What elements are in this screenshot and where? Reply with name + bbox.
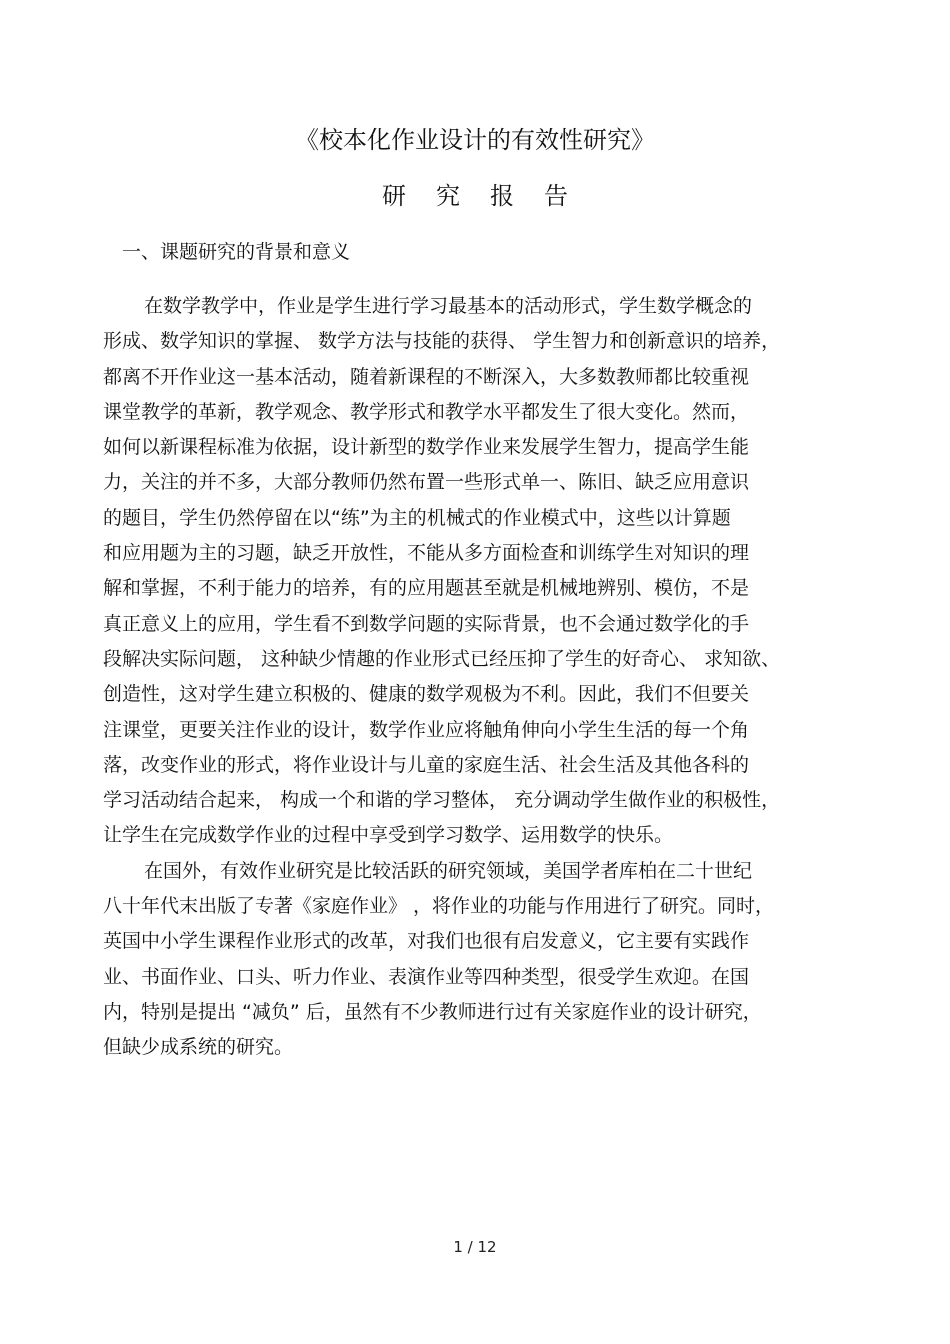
body-line: 让学生在完成数学作业的过程中享受到学习数学、运用数学的快乐。 [103,824,674,847]
body-line: 落，改变作业的形式，将作业设计与儿童的家庭生活、社会生活及其他各科的 [103,753,750,776]
body-line: 段解决实际问题， 这种缺少情趣的作业形式已经压抑了学生的好奇心、 求知欲、 [103,647,781,670]
body-line: 解和掌握，不利于能力的培养，有的应用题甚至就是机械地辨别、模仿，不是 [103,577,750,600]
body-line: 的题目，学生仍然停留在以“练”为主的机械式的作业模式中，这些以计算题 [103,506,731,529]
body-line: 课堂教学的革新，教学观念、教学形式和教学水平都发生了很大变化。然而， [103,400,750,423]
body-line: 但缺少成系统的研究。 [103,1036,294,1059]
document-subtitle: 研究报告 [382,182,598,210]
body-line: 真正意义上的应用，学生看不到数学问题的实际背景，也不会通过数学化的手 [103,612,750,635]
document-title: 《校本化作业设计的有效性研究》 [295,126,655,154]
body-text [103,289,863,1066]
body-line: 学习活动结合起来， 构成一个和谐的学习整体， 充分调动学生做作业的积极性， [103,789,781,812]
body-line: 力，关注的并不多，大部分教师仍然布置一些形式单一、陈旧、缺乏应用意识 [103,471,750,494]
body-line: 如何以新课程标准为依据，设计新型的数学作业来发展学生智力，提高学生能 [103,436,750,459]
body-line: 都离不开作业这一基本活动，随着新课程的不断深入，大多数教师都比较重视 [103,365,750,388]
section-heading: 一、课题研究的背景和意义 [122,241,351,263]
body-line: 创造性，这对学生建立积极的、健康的数学观极为不利。因此，我们不但要关 [103,683,750,706]
body-line: 和应用题为主的习题，缺乏开放性，不能从多方面检查和训练学生对知识的理 [103,542,750,565]
page-number: 1 / 12 [453,1238,497,1256]
body-line: 在国外，有效作业研究是比较活跃的研究领域，美国学者库柏在二十世纪 [144,859,753,882]
body-line: 内，特别是提出 “减负” 后，虽然有不少教师进行过有关家庭作业的设计研究， [103,1000,762,1023]
body-line: 业、书面作业、口头、听力作业、表演作业等四种类型，很受学生欢迎。在国 [103,965,750,988]
body-line: 注课堂，更要关注作业的设计，数学作业应将触角伸向小学生生活的每一个角 [103,718,750,741]
body-line: 形成、数学知识的掌握、 数学方法与技能的获得、 学生智力和创新意识的培养， [103,330,781,353]
body-line: 在数学教学中，作业是学生进行学习最基本的活动形式，学生数学概念的 [144,295,753,317]
body-line: 英国中小学生课程作业形式的改革，对我们也很有启发意义，它主要有实践作 [103,930,750,953]
body-line: 八十年代末出版了专著《家庭作业》 ，将作业的功能与作用进行了研究。同时， [103,895,775,918]
